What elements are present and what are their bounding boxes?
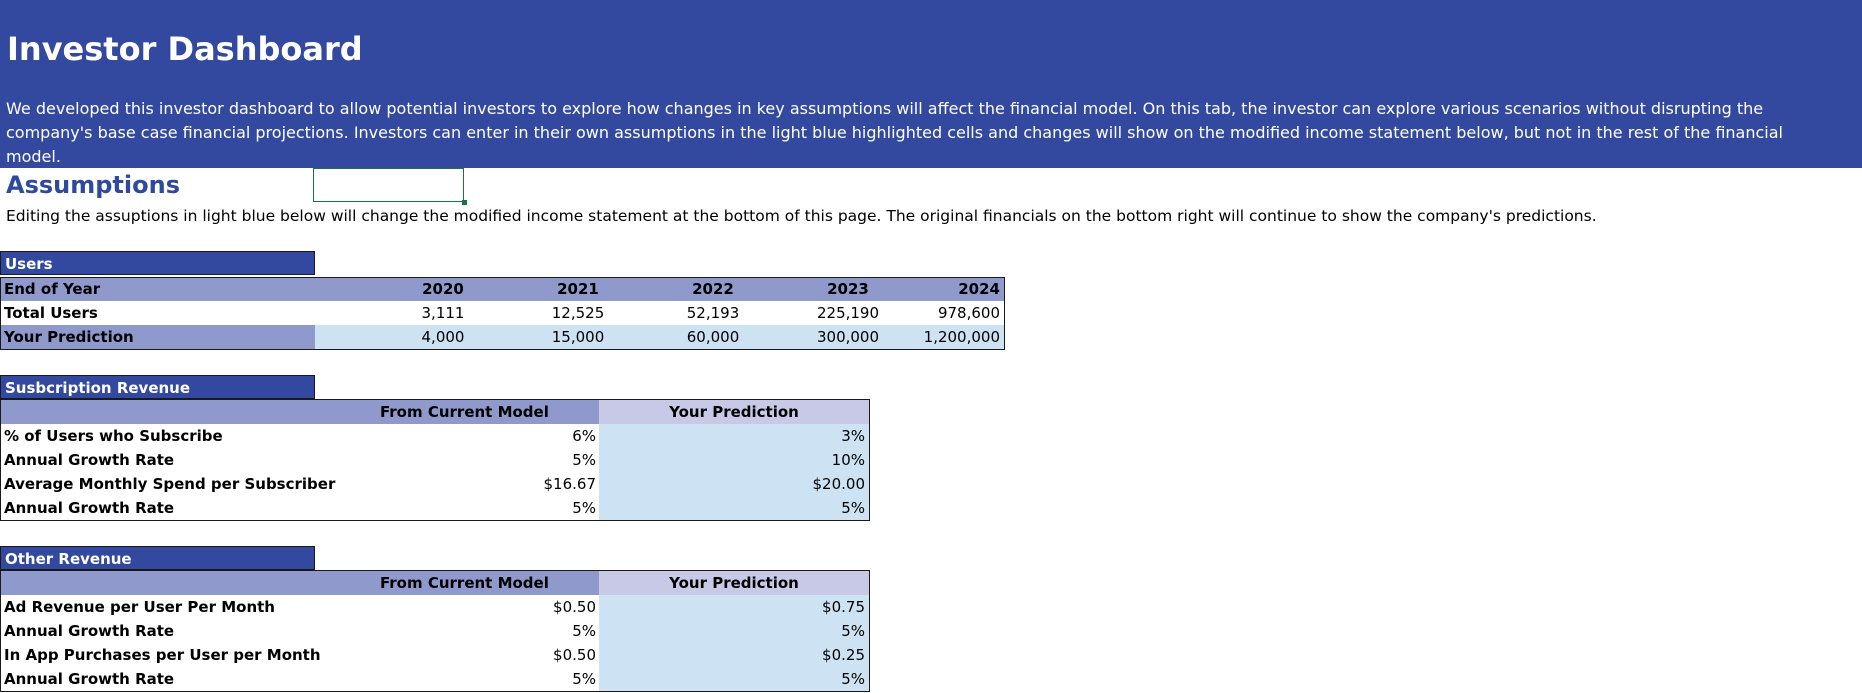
users-prediction-row (0, 325, 1004, 349)
users-year-row (0, 277, 1004, 301)
prediction-input[interactable]: $20.00 (599, 472, 869, 496)
prediction-input[interactable]: 300,000 (816, 328, 880, 346)
current-value: $0.50 (553, 646, 596, 664)
current-value: $16.67 (543, 475, 596, 493)
prediction-input[interactable]: $0.75 (599, 595, 869, 619)
subscription-header: Susbcription Revenue (0, 375, 315, 399)
dashboard-banner (0, 0, 1862, 168)
other-row (0, 619, 869, 643)
selected-cell[interactable] (313, 168, 464, 202)
your-prediction-label: Your Prediction (0, 325, 315, 349)
total-users-cell[interactable]: 225,190 (816, 304, 880, 322)
total-users-cell[interactable]: 3,111 (421, 304, 465, 322)
subscription-row (0, 472, 869, 496)
row-label: Ad Revenue per User Per Month (4, 598, 275, 616)
prediction-input[interactable]: 5% (599, 619, 869, 643)
total-users-cell[interactable]: 978,600 (937, 304, 1000, 322)
other-revenue-header: Other Revenue (0, 546, 315, 570)
subscription-row (0, 496, 869, 520)
year-cell: 2021 (557, 280, 599, 298)
col-current-label: From Current Model (380, 403, 549, 421)
year-cell: 2023 (827, 280, 869, 298)
other-row (0, 667, 869, 691)
col-prediction-label: Your Prediction (599, 571, 869, 595)
row-label: Annual Growth Rate (4, 499, 175, 517)
other-row (0, 595, 869, 619)
subscription-row (0, 448, 869, 472)
other-col-header-row (0, 571, 869, 595)
row-label: % of Users who Subscribe (4, 427, 223, 445)
row-label: In App Purchases per User per Month (4, 646, 321, 664)
current-value: 5% (572, 499, 596, 517)
row-label: Annual Growth Rate (4, 451, 175, 469)
prediction-input[interactable]: $0.25 (599, 643, 869, 667)
year-cell: 2024 (958, 280, 1000, 298)
current-value: 5% (572, 670, 596, 688)
current-value: 6% (572, 427, 596, 445)
subscription-row (0, 424, 869, 448)
users-total-row (0, 301, 1004, 325)
users-header: Users (0, 251, 315, 275)
current-value: 5% (572, 622, 596, 640)
col-current-label: From Current Model (380, 574, 549, 592)
prediction-input[interactable]: 4,000 (421, 328, 465, 346)
page-title: Investor Dashboard (7, 30, 363, 68)
prediction-input[interactable]: 60,000 (686, 328, 740, 346)
current-value: $0.50 (553, 598, 596, 616)
banner-description: We developed this investor dashboard to allow potential investors to explore how changes in key assumptions will affect the financial model. On this tab, the investor can explore various scenarios without disrupting the company's base case financial projections. Investors can enter in their own assumptions in the light blue highlighted cells and changes will show on the modified income statement below, but not in the rest of the financial model. (6, 99, 1783, 166)
year-cell: 2022 (692, 280, 734, 298)
year-cell: 2020 (422, 280, 464, 298)
current-value: 5% (572, 451, 596, 469)
other-row (0, 643, 869, 667)
prediction-input[interactable]: 1,200,000 (923, 328, 1000, 346)
total-users-cell[interactable]: 52,193 (686, 304, 740, 322)
prediction-input[interactable]: 3% (599, 424, 869, 448)
prediction-input[interactable]: 10% (599, 448, 869, 472)
total-users-label: Total Users (4, 304, 98, 322)
subscription-col-header-row (0, 400, 869, 424)
assumptions-title: Assumptions (6, 171, 180, 199)
prediction-input[interactable]: 5% (599, 496, 869, 520)
prediction-input[interactable]: 5% (599, 667, 869, 691)
prediction-input[interactable]: 15,000 (551, 328, 605, 346)
row-label: Annual Growth Rate (4, 670, 175, 688)
col-prediction-label: Your Prediction (599, 400, 869, 424)
assumptions-subtitle: Editing the assuptions in light blue below will change the modified income statement at the bottom of this page. The original financials on the bottom right will continue to show the company's predictions. (6, 207, 1597, 225)
row-label: Annual Growth Rate (4, 622, 175, 640)
total-users-cell[interactable]: 12,525 (551, 304, 605, 322)
row-label: Average Monthly Spend per Subscriber (4, 475, 336, 493)
year-label: End of Year (0, 277, 1004, 301)
